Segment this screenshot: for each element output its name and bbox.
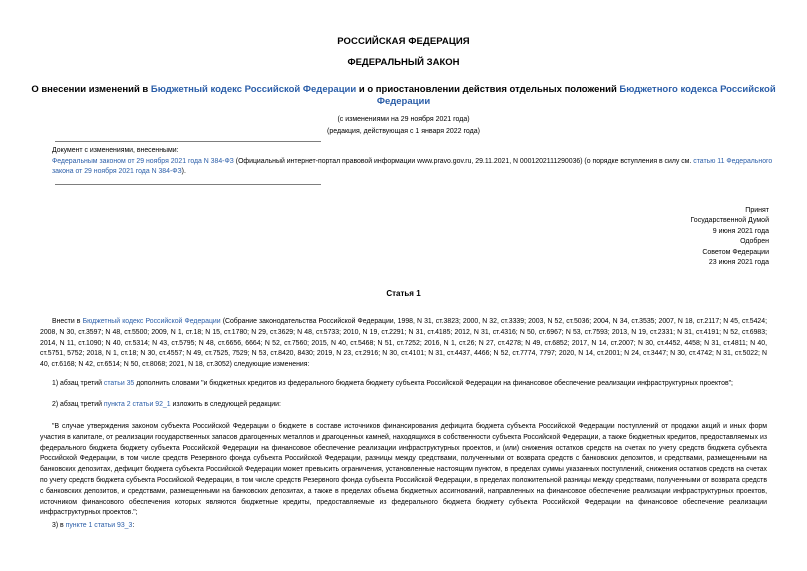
country-heading: РОССИЙСКАЯ ФЕДЕРАЦИЯ: [337, 36, 470, 47]
changes-details: [40, 157, 780, 178]
article-paragraph-intro: [40, 317, 767, 371]
item-2-text: изложить в следующей редакции:: [170, 401, 281, 408]
paragraph-intro-start: Внести в: [52, 318, 83, 325]
title-text-start: О внесении изменений в: [31, 84, 151, 95]
document-type-heading: ФЕДЕРАЛЬНЫЙ ЗАКОН: [347, 57, 460, 68]
paragraph-intro-text: (Собрание законодательства Российской Федерации, 1998, N 31, ст.3823; 2000, N 32, ст.3339; 2003, N 52, ст.5036; 2004, N 34, ст.3535; 2007, N 18, ст.2117; N 45, ст.5424; 2008, N 30, ст.3597; N 48, ст.5500; 2009, N 1, ст.18; N 15, ст.1780; N 29, ст.3629; N 48, ст.5733; 2010, N 19, ст.2291; N 31, ст.4185; 2012, N 31, ст.4316; N 50, ст.6967; N 53, ст.7593; 2013, N 19, ст.2331; N 31, ст.4191; N 52, ст.6983; 2014, N 11, ст.1090; N 40, ст.5314; N 43, ст.5795; N 48, ст.6656, 6664; N 52, ст.7560; 2015, N 40, ст.5468; N 51, ст.7252; 2016, N 1, ст.26; N 27, ст.4278; N 49, ст.6852; 2017, N 14, ст.2007; N 30, ст.4452, 4458; N 31, ст.4811; N 40, ст.5751, 5752; 2018, N 1, ст.18; N 30, ст.4557; N 49, ст.7525, 7529; N 53, ст.8420, 8430; 2019, N 23, ст.2916; N 30, ст.4101; N 31, ст.4437, 4466; N 52, ст.7774, 7797; 2020, N 14, ст.2001; N 24, ст.3447; N 30, ст.4742; N 31, ст.5022; N 40, ст.6168; N 42, ст.6514; N 50, ст.8068; 2021, N 18, ст.3052) следующие изменения:: [40, 318, 767, 369]
federation-council-label: Советом Федерации: [702, 248, 769, 256]
item-3-text: :: [132, 522, 135, 529]
accepted-date: 9 июня 2021 года: [712, 227, 769, 235]
article-item-3: [40, 521, 767, 532]
federal-law-link[interactable]: Федеральным законом от 29 ноября 2021 года N 384-ФЗ: [52, 157, 234, 165]
approved-label: Одобрен: [740, 238, 769, 246]
article-quoted-paragraph: "В случае утверждения законом субъекта Российской Федерации о бюджете в составе источников финансирования дефицита бюджета субъекта Российской Федерации поступлений от продажи акций и иных форм участия в капитале, от реализации государственных запасов драгоценных металлов и драгоценных камней, находящихся в собственности субъекта Российской Федерации, а также бюджетных кредитов, предоставляемых из федерального бюджета бюджету субъекта Российской Федерации на финансовое обеспечение реализации инфраструктурных проектов, и (или) снижения остатков средств на счетах по учету средств бюджета субъекта Российской Федерации, в том числе средств Резервного фонда субъекта Российской Федерации, разницы между средствами, полученными от возврата средств с банковских депозитов, и средствами, размещенными на банковских депозитах, дефицит бюджета субъекта Российской Федерации может превысить ограничения, установленные настоящим пунктом, в пределах суммы указанных поступлений, снижения остатков средств на счетах по учету средств бюджета субъекта Российской Федерации, в том числе средств Резервного фонда субъекта Российской Федерации, в пределах положительной разницы между средствами, полученными от возврата средств с банковских депозитов, и средствами, размещенными на банковских депозитах, а также в пределах объема бюджетных ассигнований, направленных на финансовое обеспечение реализации инфраструктурных проектов, источником финансового обеспечения которых являются бюджетные кредиты, предоставляемые из федерального бюджета бюджету субъекта Российской Федерации на финансовое обеспечение реализации инфраструктурных проектов.";: [40, 423, 767, 517]
budget-code-link-2[interactable]: Бюджетного кодекса Российской Федерации: [376, 84, 776, 107]
item-1-text: дополнить словами "и бюджетных кредитов из федерального бюджета бюджету субъекта Российской Федерации на финансовое обеспечение реализации инфраструктурных проектов";: [134, 380, 733, 387]
article-93-3-link[interactable]: пункте 1 статьи 93_3: [65, 522, 133, 529]
state-duma-label: Государственной Думой: [690, 217, 769, 225]
article-item-1: [40, 379, 767, 390]
changes-note: (с изменениями на 29 ноября 2021 года): [337, 116, 470, 123]
item-1-start: 1) абзац третий: [52, 380, 104, 387]
budget-code-link-3[interactable]: Бюджетный кодекс Российской Федерации: [82, 318, 221, 325]
divider-top: [55, 141, 321, 142]
document-title: [30, 84, 777, 108]
item-2-start: 2) абзац третий: [52, 401, 104, 408]
changes-intro: Документ с изменениями, внесенными:: [52, 147, 179, 154]
changes-document-block: [40, 146, 780, 178]
edition-note: (редакция, действующая с 1 января 2022 года): [327, 128, 480, 135]
item-3-start: 3) в: [52, 522, 66, 529]
budget-code-link[interactable]: Бюджетный кодекс Российской Федерации: [150, 84, 357, 95]
article-92-1-link[interactable]: пункта 2 статьи 92_1: [103, 401, 171, 408]
accepted-label: Принят: [745, 207, 769, 214]
article-item-2: [40, 400, 767, 411]
article-35-link[interactable]: статьи 35: [103, 380, 135, 387]
changes-publication-text: (Официальный интернет-портал правовой информации www.pravo.gov.ru, 29.11.2021, N 0001202111290036) (о порядке вступления в силу см.: [233, 157, 694, 165]
acceptance-block: [690, 206, 769, 268]
changes-closing-text: ).: [181, 168, 186, 176]
article-title: Статья 1: [386, 289, 421, 298]
article-11-link[interactable]: статью 11 Федерального закона от 29 ноября 2021 года N 384-ФЗ: [52, 157, 773, 176]
divider-bottom: [55, 184, 321, 185]
title-text-middle: и о приостановлении действия отдельных положений: [356, 84, 620, 95]
approved-date: 23 июня 2021 года: [708, 258, 769, 266]
